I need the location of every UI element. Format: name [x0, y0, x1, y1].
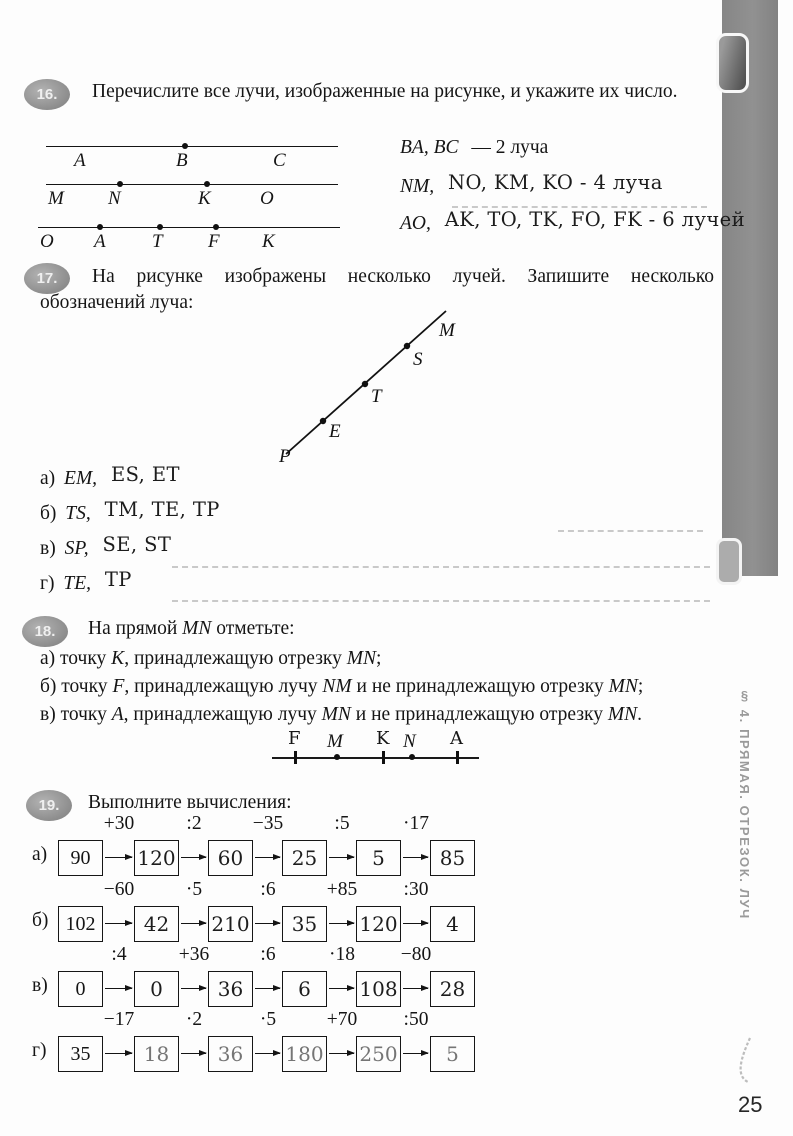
point-label: O [40, 231, 54, 252]
item-text: , принадлежащую отрезку [124, 648, 347, 669]
point-label: K [198, 188, 211, 209]
arrow-right-icon [255, 1053, 280, 1054]
calc-chain-row-b [30, 879, 512, 946]
page-curl-mark [712, 1032, 772, 1102]
item-text: и не принадлежащую отрезку [350, 704, 608, 725]
value-box: 35 [58, 1036, 103, 1072]
written-answer: — 2 луча [471, 137, 549, 158]
number-line [272, 757, 479, 759]
value-box: 4 [430, 906, 475, 942]
calc-chain-row-a [30, 813, 512, 880]
arrow-right-icon [255, 857, 280, 858]
written-answer: NO, KM, KO - 4 луча [448, 171, 663, 194]
value-box: 36 [208, 971, 253, 1007]
value-box: 210 [208, 906, 253, 942]
tick-mark-A [456, 751, 459, 764]
arrow-right-icon [329, 857, 354, 858]
item-math: A [111, 704, 124, 725]
problem-18-item-b [40, 676, 643, 698]
point-dot-B [182, 143, 188, 149]
figure-three-lines [38, 130, 340, 256]
problem-17-statement: На рисунке изображены несколько лучей. Запишите несколько обозначений луча: [40, 266, 714, 313]
written-answer: ES, ET [110, 463, 180, 486]
arrow-right-icon [105, 857, 132, 858]
point-label: K [262, 231, 275, 252]
point-dot-M [334, 754, 340, 760]
row-label: г) [32, 1040, 47, 1061]
item-text: б) точку [40, 676, 113, 697]
written-answer: AK, TO, TK, FO, FK - 6 лучей [444, 208, 745, 231]
point-label: C [273, 150, 286, 171]
page-number: 25 [738, 1092, 763, 1117]
arrow-right-icon [403, 1053, 428, 1054]
problem-18-title [88, 618, 295, 640]
answer-blank-line [452, 206, 707, 208]
value-box: 25 [282, 840, 327, 876]
operation-label: ·2 [185, 1009, 203, 1030]
item-text: и не принадлежащую отрезку [351, 676, 609, 697]
arrow-right-icon [105, 1053, 132, 1054]
value-box: 28 [430, 971, 475, 1007]
operation-label: :2 [186, 813, 202, 834]
answer-row [400, 137, 548, 159]
operation-label: :5 [334, 813, 350, 834]
point-dot-T [362, 381, 368, 387]
item-text: а) точку [40, 648, 112, 669]
problem-18-item-v [40, 704, 642, 726]
point-dot-N [409, 754, 415, 760]
operation-label: −80 [400, 944, 432, 965]
point-label: E [329, 421, 341, 442]
arrow-right-icon [181, 857, 206, 858]
bookmark-tab-top-icon [716, 33, 749, 93]
value-box: 42 [134, 906, 179, 942]
problem-16-badge: 16. [24, 79, 70, 110]
point-label: K [376, 728, 390, 749]
value-box: 36 [208, 1036, 253, 1072]
arrow-right-icon [105, 988, 132, 989]
operation-label: ·17 [403, 813, 429, 834]
point-label: M [327, 731, 343, 752]
item-label: г) [40, 573, 55, 594]
point-label: A [450, 728, 463, 749]
figure-ray-PM [278, 306, 473, 466]
printed-ray: TS, [65, 503, 91, 524]
value-box: 5 [430, 1036, 475, 1072]
printed-ray: TE, [63, 573, 92, 594]
arrow-right-icon [403, 923, 428, 924]
bookmark-tab-bottom-icon [716, 538, 742, 585]
point-dot-S [404, 343, 410, 349]
value-box: 120 [356, 906, 401, 942]
value-box: 102 [58, 906, 103, 942]
point-dot-K [204, 181, 210, 187]
arrow-right-icon [329, 1053, 354, 1054]
problem-19-badge: 19. [26, 790, 72, 821]
line-MNKO [46, 184, 338, 185]
point-label: B [176, 150, 188, 171]
operation-label: −35 [252, 813, 284, 834]
line-OATFK [38, 227, 340, 228]
written-answer: SE, ST [102, 533, 172, 556]
point-label: F [288, 728, 301, 749]
answer-row [400, 171, 663, 198]
printed-ray: SP, [64, 538, 89, 559]
figure-line-FMKNA [272, 726, 484, 766]
operation-label: :50 [403, 1009, 429, 1030]
item-math: NM [322, 676, 352, 697]
printed-rays: NM, [400, 176, 435, 197]
operation-label: +85 [326, 879, 358, 900]
arrow-right-icon [255, 923, 280, 924]
item-math: MN [321, 704, 351, 725]
point-label: M [48, 188, 64, 209]
row-label: б) [32, 910, 49, 931]
point-label: O [260, 188, 274, 209]
operation-label: −60 [103, 879, 135, 900]
value-box: 5 [356, 840, 401, 876]
title-math: MN [182, 618, 212, 639]
operation-label: ·5 [259, 1009, 277, 1030]
item-math: MN [608, 676, 638, 697]
value-box: 85 [430, 840, 475, 876]
arrow-right-icon [255, 988, 280, 989]
value-box: 0 [134, 971, 179, 1007]
operation-label: +70 [326, 1009, 358, 1030]
item-text: . [637, 704, 642, 725]
point-label: P [279, 446, 291, 466]
operation-label: +30 [103, 813, 135, 834]
item-math: MN [607, 704, 638, 725]
row-label: в) [32, 975, 48, 996]
arrow-right-icon [329, 923, 354, 924]
problem-16-statement: Перечислите все лучи, изображенные на рисунке, и укажите их число. [92, 81, 678, 102]
arrow-right-icon [105, 923, 132, 924]
arrow-right-icon [181, 1053, 206, 1054]
operation-label: −17 [103, 1009, 135, 1030]
value-box: 18 [134, 1036, 179, 1072]
point-label: A [74, 150, 86, 171]
arrow-right-icon [329, 988, 354, 989]
item-math: MN [346, 648, 376, 669]
operation-label: +36 [178, 944, 210, 965]
value-box: 250 [356, 1036, 401, 1072]
operation-label: ·18 [329, 944, 355, 965]
point-label: A [94, 231, 106, 252]
point-dot-E [320, 418, 326, 424]
section-sidebar-label: § 4. ПРЯМАЯ. ОТРЕЗОК. ЛУЧ [737, 688, 752, 920]
calc-chain-row-g [30, 1009, 512, 1076]
answer-row [40, 568, 132, 595]
point-label: F [208, 231, 220, 252]
value-box: 120 [134, 840, 179, 876]
point-label: T [371, 386, 382, 407]
calc-chain-row-v [30, 944, 512, 1011]
tick-mark-K [382, 751, 385, 764]
value-box: 108 [356, 971, 401, 1007]
point-label: S [413, 349, 423, 370]
row-label: а) [32, 844, 48, 865]
answer-blank-line [558, 530, 703, 532]
arrow-right-icon [181, 988, 206, 989]
title-text: На прямой [88, 618, 183, 639]
item-text: , принадлежащую лучу [123, 704, 322, 725]
problem-17-badge: 17. [24, 263, 70, 294]
value-box: 6 [282, 971, 327, 1007]
operation-label: ·5 [185, 879, 203, 900]
problem-18-badge: 18. [22, 616, 68, 647]
operation-label: :6 [260, 879, 276, 900]
value-box: 60 [208, 840, 253, 876]
point-dot-A [97, 224, 103, 230]
line-ABC [46, 146, 338, 147]
item-math: K [111, 648, 125, 669]
tick-mark-F [294, 751, 297, 764]
title-text: отметьте: [211, 618, 295, 639]
operation-label: :4 [111, 944, 127, 965]
answer-row [400, 208, 745, 235]
answer-row [40, 498, 220, 525]
value-box: 0 [58, 971, 103, 1007]
problem-19-title: Выполните вычисления: [88, 792, 292, 813]
arrow-right-icon [403, 988, 428, 989]
problem-18-item-a [40, 648, 381, 670]
operation-label: :6 [260, 944, 276, 965]
point-label: T [152, 231, 163, 252]
operation-label: :30 [403, 879, 429, 900]
item-text: , принадлежащую лучу [124, 676, 323, 697]
point-dot-N [117, 181, 123, 187]
point-label: N [403, 731, 416, 752]
answer-blank-line [172, 566, 710, 568]
item-label: в) [40, 538, 56, 559]
value-box: 35 [282, 906, 327, 942]
printed-rays: BA, BC [400, 137, 459, 158]
item-text: ; [637, 676, 644, 697]
item-text: ; [375, 648, 382, 669]
written-answer: TP [104, 568, 132, 591]
item-text: в) точку [40, 704, 112, 725]
point-dot-T [157, 224, 163, 230]
value-box: 180 [282, 1036, 327, 1072]
item-math: F [112, 676, 125, 697]
item-label: б) [40, 503, 57, 524]
arrow-right-icon [181, 923, 206, 924]
answer-blank-line [172, 600, 710, 602]
answer-row [40, 463, 180, 490]
answer-row [40, 533, 172, 560]
point-label: M [439, 320, 455, 341]
point-label: N [108, 188, 121, 209]
arrow-right-icon [403, 857, 428, 858]
written-answer: TM, TE, TP [104, 498, 220, 521]
value-box: 90 [58, 840, 103, 876]
point-dot-F [213, 224, 219, 230]
printed-rays: AO, [400, 213, 431, 234]
printed-ray: EM, [64, 468, 98, 489]
item-label: а) [40, 468, 56, 489]
